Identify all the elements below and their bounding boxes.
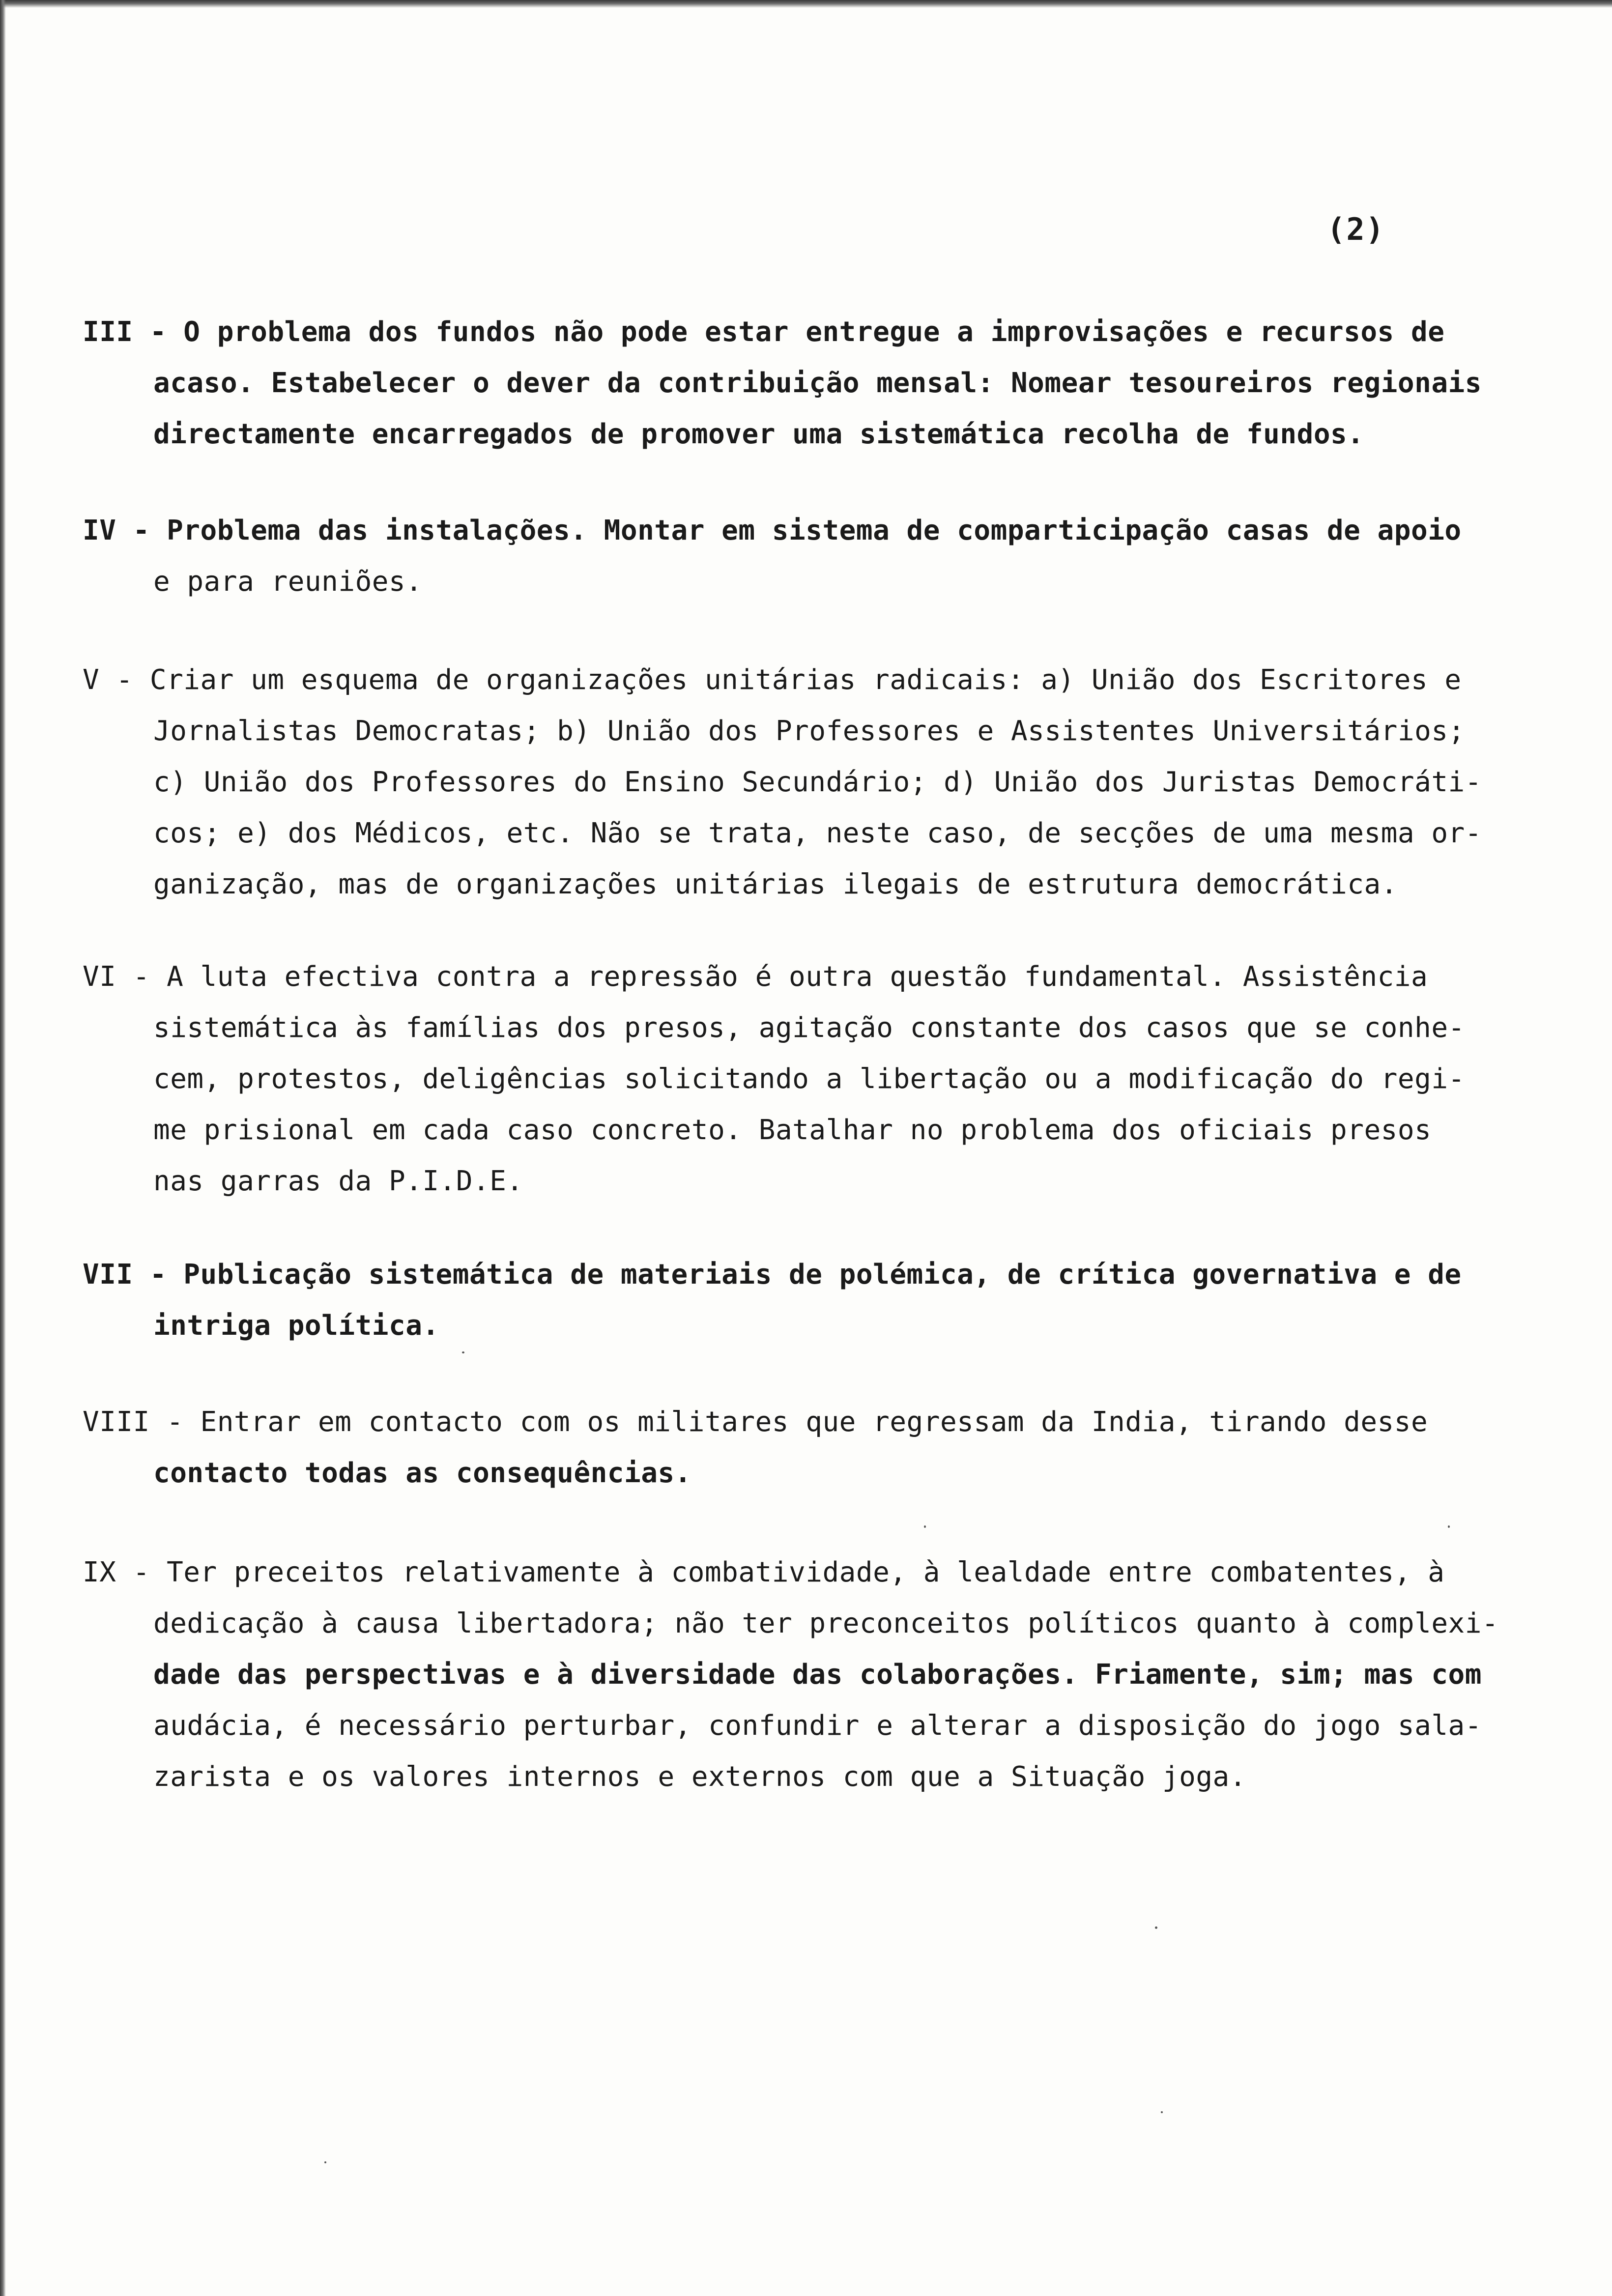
- scan-speck: [324, 2161, 326, 2163]
- section-line: e para reuniões.: [153, 566, 423, 598]
- section-line: c) União dos Professores do Ensino Secundário; d) União dos Juristas Democráti-: [153, 766, 1482, 798]
- scan-speck: [1448, 1525, 1450, 1528]
- section-line: intriga política.: [153, 1310, 439, 1342]
- scan-speck: [924, 1525, 926, 1528]
- scan-speck: [1161, 2111, 1163, 2113]
- section-line: VII - Publicação sistemática de materiais de polémica, de crítica governativa e de: [83, 1259, 1462, 1291]
- section-line: zarista e os valores internos e externos com que a Situação joga.: [153, 1761, 1246, 1793]
- scan-speck: [1155, 1926, 1157, 1929]
- section-line: Jornalistas Democratas; b) União dos Professores e Assistentes Universitários;: [153, 715, 1465, 747]
- section-line: VI - A luta efectiva contra a repressão é outra questão fundamental. Assistência: [83, 961, 1428, 993]
- section-line: sistemática às famílias dos presos, agitação constante dos casos que se conhe-: [153, 1012, 1465, 1044]
- section-line: VIII - Entrar em contacto com os militares que regressam da India, tirando desse: [83, 1406, 1428, 1438]
- section-line: contacto todas as consequências.: [153, 1457, 691, 1489]
- section-line: IX - Ter preceitos relativamente à combatividade, à lealdade entre combatentes, à: [83, 1556, 1445, 1588]
- section-line: cos; e) dos Médicos, etc. Não se trata, neste caso, de secções de uma mesma or-: [153, 817, 1482, 849]
- section-line: dade das perspectivas e à diversidade das colaborações. Friamente, sim; mas com: [153, 1659, 1482, 1691]
- page-number: (2): [1327, 211, 1385, 247]
- section-line: acaso. Estabelecer o dever da contribuição mensal: Nomear tesoureiros regionais: [153, 367, 1482, 399]
- section-line: IV - Problema das instalações. Montar em sistema de comparticipação casas de apoio: [83, 515, 1462, 546]
- scan-speck: [462, 1351, 464, 1353]
- section-line: ganização, mas de organizações unitárias ilegais de estrutura democrática.: [153, 868, 1398, 900]
- scan-left-edge: [0, 0, 6, 2296]
- section-line: nas garras da P.I.D.E.: [153, 1165, 523, 1197]
- section-line: audácia, é necessário perturbar, confundir e alterar a disposição do jogo sala-: [153, 1710, 1482, 1742]
- section-line: cem, protestos, deligências solicitando a libertação ou a modificação do regi-: [153, 1063, 1465, 1095]
- scan-top-edge: [0, 0, 1612, 8]
- section-line: me prisional em cada caso concreto. Batalhar no problema dos oficiais presos: [153, 1114, 1432, 1146]
- section-line: V - Criar um esquema de organizações unitárias radicais: a) União dos Escritores e: [83, 664, 1462, 696]
- section-line: III - O problema dos fundos não pode estar entregue a improvisações e recursos de: [83, 316, 1445, 348]
- section-line: directamente encarregados de promover uma sistemática recolha de fundos.: [153, 418, 1364, 450]
- section-line: dedicação à causa libertadora; não ter preconceitos políticos quanto à complexi-: [153, 1607, 1499, 1639]
